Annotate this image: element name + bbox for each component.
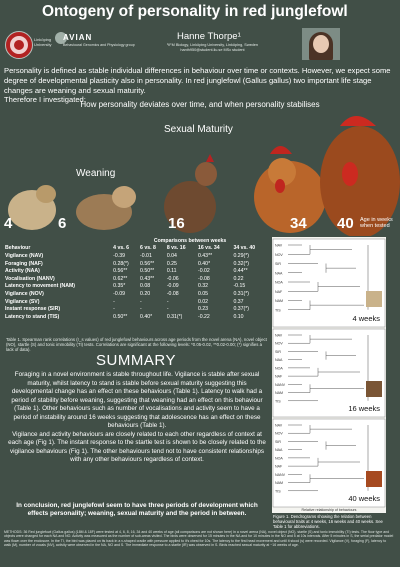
- age-label: 16: [168, 215, 185, 232]
- dendrogram-leaf-label: NANV: [275, 472, 285, 477]
- dendrogram-age-label: 40 weeks: [348, 494, 380, 503]
- correlation-cell: -0.15: [233, 283, 246, 290]
- dendrogram-leaf-label: NOA: [275, 366, 283, 371]
- behaviour-cell: Latency to stand (TIS): [5, 313, 60, 320]
- weaning-label: Weaning: [76, 168, 116, 179]
- university-name: Linköping University: [34, 37, 52, 47]
- author-name: Hanne Thorpe¹: [177, 31, 241, 42]
- correlation-cell: -: [140, 306, 142, 313]
- table-row: [4, 298, 268, 306]
- dendrogram-leaf-label: TIS: [275, 399, 281, 404]
- author-affiliation: [145, 43, 280, 53]
- dendrogram-leaf-label: NANV: [275, 382, 285, 387]
- dendrogram-leaf-label: NAM: [275, 481, 283, 486]
- correlation-cell: -0.08: [197, 275, 210, 282]
- avian-group-subtitle: Behavioural Genomics and Physiology group: [63, 43, 135, 47]
- correlation-cell: 0.11: [166, 268, 177, 275]
- dendrogram-leaf-label: NAA: [275, 448, 283, 453]
- age-label: 4: [4, 215, 13, 232]
- behaviour-cell: Vocalisation (NANV): [5, 275, 55, 282]
- correlation-cell: -0.06: [166, 275, 179, 282]
- correlation-cell: 0.02: [197, 298, 209, 305]
- column-header: 8 vs. 16: [166, 245, 186, 252]
- sexual-maturity-label: Sexual Maturity: [164, 124, 233, 135]
- correlation-cell: 0.44**: [233, 268, 248, 275]
- dendrogram-leaf-label: NAF: [275, 374, 283, 379]
- dendrogram-leaf-label: NAM: [275, 391, 283, 396]
- dendrogram-bird-thumbnail: [366, 381, 382, 397]
- intro-paragraph: Personality is defined as stable individual differences in behaviour over time or contexts. However, we expect some degree of developmental plasticity also in personality. In red junglefowl (Gallus gallus) two important life stage changes are weaning and sexual maturity.: [4, 66, 391, 95]
- correlation-cell: -0.09: [113, 290, 125, 297]
- affiliation-email: hanth950@student.liu.se MSc student: [180, 48, 245, 52]
- table-super-header: Comparisons between weeks: [153, 237, 227, 244]
- correlation-cell: -: [166, 298, 169, 305]
- age-note: Age in weeks when tested: [360, 217, 393, 229]
- correlation-cell: 0.40*: [140, 313, 153, 320]
- correlation-cell: 0.20: [140, 290, 151, 297]
- dendrogram-leaf-label: NAV: [275, 243, 283, 248]
- dendrogram-bird-thumbnail: [366, 291, 382, 307]
- correlation-cell: 0.37: [233, 298, 244, 305]
- behaviour-cell: Foraging (NAF): [5, 260, 43, 267]
- avian-logo-text: AVIAN: [63, 33, 93, 42]
- table-header-row: [4, 245, 268, 253]
- column-header: 6 vs. 8: [140, 245, 156, 252]
- summary-body: [6, 371, 268, 465]
- correlation-cell: -: [113, 306, 115, 313]
- university-seal-logo: [5, 31, 33, 59]
- correlation-cell: -0.08: [166, 290, 179, 297]
- figure-caption: Figure 1. Dendrograms showing the relation between behavioural traits at 4 weeks, 16 weeks and 40 weeks. See Table 1 for abbreviations.: [273, 514, 383, 529]
- correlation-cell: 0.50**: [140, 268, 155, 275]
- table-caption: Table 1. Spearman rank correlations (r_s values) of red junglefowl behaviours across age periods from the novel arena (NA), novel object (NO), startle (S) and tonic immobility (TI) tests. Correlations are significant at the following levels: *0.05-0.02, **0.02-0.00; (*) signifies a lack of data).: [6, 337, 267, 353]
- dendrogram-age-label: 4 weeks: [352, 314, 380, 323]
- table-row: [4, 267, 268, 275]
- behaviour-cell: Latency to movement (NAM): [5, 283, 76, 290]
- dendrogram-leaf-label: NOV: [275, 431, 283, 436]
- conclusion: In conclusion, red junglefowl seem to have three periods of development which effects personality; weaning, sexual maturity and the period in between.: [16, 502, 258, 518]
- correlation-cell: -: [166, 306, 169, 313]
- correlation-cell: 0.28(*): [113, 260, 129, 267]
- table-row: [4, 283, 268, 291]
- correlation-cell: -0.22: [197, 313, 210, 320]
- dendrogram-leaf-label: NOA: [275, 456, 283, 461]
- correlation-cell: 0.35*: [113, 283, 126, 290]
- correlation-cell: 0.10: [233, 313, 244, 320]
- dendrogram-leaf-label: SIR: [275, 349, 281, 354]
- correlation-cell: -: [140, 298, 142, 305]
- correlation-cell: -: [113, 298, 115, 305]
- dendrogram-leaf-label: NAV: [275, 423, 283, 428]
- dendrogram-axis-label: Relative relationship of behaviours: [301, 508, 357, 512]
- dendrogram-age-label: 16 weeks: [348, 404, 380, 413]
- summary-heading: SUMMARY: [96, 352, 176, 369]
- dendrogram-leaf-label: NAM: [275, 299, 283, 303]
- column-header: 34 vs. 40: [233, 245, 256, 252]
- research-question: How personality deviates over time, and when personality stabilises: [80, 100, 320, 109]
- dendrogram-leaf-label: NAF: [275, 289, 283, 294]
- correlation-cell: 0.23: [197, 306, 209, 313]
- summary-paragraph: Vigilance and activity behaviours are closely related to each other regardless of context at each age (Fig 1). The instant response to the startle test is shown to be closely related to the vigilance behaviours (Fig 1). The other behaviours tend not to have consistent relationships with any other behaviours regardless of context.: [8, 430, 266, 463]
- correlation-cell: 0.22: [233, 275, 244, 282]
- dendrogram-leaf-label: SIR: [275, 262, 281, 266]
- correlation-cell: 0.31(*): [166, 313, 183, 320]
- dendrogram-figure: [272, 237, 386, 513]
- dendrogram-leaf-label: SIR: [275, 439, 281, 444]
- behaviour-cell: Vigilance (NAV): [5, 252, 44, 259]
- age-label: 40: [337, 215, 354, 232]
- dendrogram-leaf-label: NAA: [275, 358, 283, 363]
- column-header: Behaviour: [5, 245, 31, 252]
- dendrogram-leaf-label: NOV: [275, 341, 283, 346]
- correlation-cell: 0.56**: [113, 268, 128, 275]
- dendrogram-bird-thumbnail: [366, 471, 382, 487]
- correlation-cell: 0.56**: [140, 260, 155, 267]
- correlation-cell: -0.02: [197, 268, 210, 275]
- dendrogram-leaf-label: NAA: [275, 271, 283, 276]
- correlation-cell: -0.09: [166, 283, 179, 290]
- table-row: [4, 290, 268, 298]
- correlation-cell: 0.62**: [113, 275, 128, 282]
- behaviour-cell: Activity (NAA): [5, 268, 40, 275]
- correlation-cell: 0.43**: [197, 252, 213, 259]
- behaviour-cell: Instant response (SIR): [5, 306, 61, 313]
- behaviour-cell: Vigilance (NOV): [5, 290, 44, 297]
- author-photo: [302, 28, 340, 60]
- correlation-cell: -0.01: [140, 252, 152, 259]
- correlation-cell: 0.08: [140, 283, 151, 290]
- affiliation-line: ¹IFM Biology, Linköping University, Linköping, Sweden: [166, 43, 259, 47]
- methods-text: METHODS: 36 Red junglefowl (Gallus gallus) (18M & 18F) were tested at 4, 6, 8, 16, 34 and 40 weeks of age (all comparisons are not shown here) in a novel arena (NA), novel object (NO), startle (S) and tonic immobility (TI) tests. The floor type and objects were changed for each NA and NO. Activity was measured as the number of sub-areas visited. The birds were observed for 15 minutes in the NA and for 10 minutes in the NO and 5 at 10s intervals. After 5 minutes in S, the serial predator model was flown over the enclosure. In the TI, the bird was placed on its back in a v-shaped cradle with pressure applied to it's chest for 10s. The latency to the first head movement and until it stood (s) were recorded. Vigilance (V), foraging (F), latency to walk (M), number of vocals (NV), activity were observed in the NA, NO and S. The immediate response to a startle (IR) was observed in S. Birds reached sexual maturity at ~16 weeks of age.: [4, 530, 394, 547]
- correlation-cell: -0.39: [113, 252, 125, 259]
- correlation-cell: 0.05: [197, 290, 209, 297]
- behaviour-cell: Vigilance (SV): [5, 298, 40, 305]
- correlation-cell: 0.50**: [113, 313, 128, 320]
- column-header: 4 vs. 6: [113, 245, 130, 252]
- table-row: [4, 260, 268, 268]
- poster-title: Ontogeny of personality in red junglefowl: [42, 3, 348, 20]
- column-header: 16 vs. 34: [197, 245, 220, 252]
- dendrogram-leaf-label: NAV: [275, 333, 283, 338]
- correlation-cell: 0.43**: [140, 275, 155, 282]
- correlation-cell: 0.37(*): [233, 306, 250, 313]
- table-row: [4, 305, 268, 313]
- correlation-cell: 0.32: [197, 283, 209, 290]
- dendrogram-leaf-label: TIS: [275, 308, 281, 313]
- table-row: [4, 252, 268, 260]
- summary-paragraph: Foraging in a novel environment is stable throughout life. Vigilance is stable after sexual maturity, whilst latency to stand is stable before sexual maturity suggesting this developmental change has an effect on these behaviours (Table 1). Latency to walk had a period of stability before weaning, suggesting that weaning had an effect on this behaviour (Table 1). Other behaviours such as number of vocalisations and activity seem to have a period of instability around 16 weeks suggesting that adolescence has an effect on these behaviours (Table 1).: [11, 371, 263, 429]
- correlation-cell: 0.04: [166, 252, 177, 259]
- dendrogram-leaf-label: TIS: [275, 489, 281, 494]
- table-row: [4, 275, 268, 283]
- table-row: [4, 313, 268, 321]
- age-label: 6: [58, 215, 67, 232]
- correlation-cell: 0.29(*): [233, 252, 250, 259]
- dendrogram-leaf-label: NAF: [275, 464, 283, 469]
- dendrogram-leaf-label: NOA: [275, 280, 283, 285]
- dendrogram-leaf-label: NOV: [275, 252, 283, 257]
- correlation-cell: 0.31(*): [233, 290, 250, 297]
- correlation-cell: 0.40*: [197, 260, 211, 267]
- correlation-cell: 0.25: [166, 260, 177, 267]
- age-label: 34: [290, 215, 307, 232]
- intro-therefore: Therefore I investigated:: [4, 95, 86, 105]
- correlation-table: [4, 237, 268, 321]
- correlation-cell: 0.32(*): [233, 260, 250, 267]
